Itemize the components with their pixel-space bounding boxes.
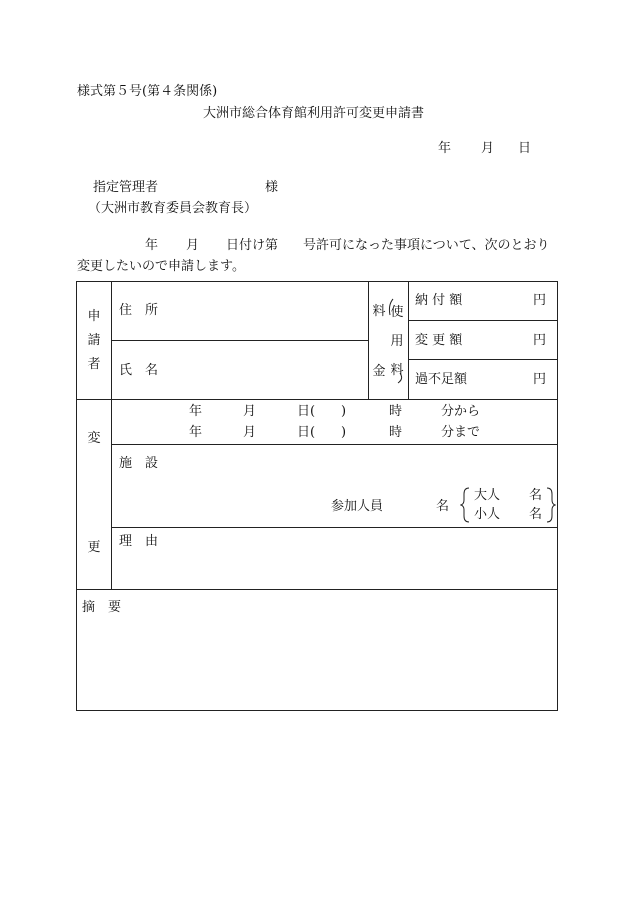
usage-parentheses <box>384 297 408 385</box>
fee-label-bottom: 金 <box>372 364 386 379</box>
usage-label-2: 用 <box>390 334 404 349</box>
label-column-divider <box>111 281 112 589</box>
address-label: 住 所 <box>119 303 159 318</box>
form-number: 様式第５号(第４条関係) <box>77 84 218 99</box>
applicant-label-2: 請 <box>87 333 101 348</box>
facility-reason-divider <box>111 527 558 528</box>
fee-label-top: 料 <box>372 304 386 319</box>
body-dated: 日付け第 <box>226 238 279 253</box>
usage-label-1: 使 <box>390 305 404 320</box>
fee-paid-unit: 円 <box>533 293 547 308</box>
fee-paid-label: 納 付 額 <box>415 293 463 308</box>
usage-paren-close <box>398 373 402 383</box>
fee-diff-label: 過不足額 <box>415 372 468 387</box>
addressee-board: （大洲市教育委員会教育長） <box>88 201 258 216</box>
facility-label: 施 設 <box>119 456 159 471</box>
period-to-hour: 時 <box>389 425 403 440</box>
period-from-hour: 時 <box>389 404 403 419</box>
period-from-close: ) <box>341 404 347 419</box>
fee-row-divider-2 <box>408 359 558 360</box>
date-year-label: 年 <box>438 141 452 156</box>
period-from-day: 日( <box>297 404 316 419</box>
change-label-bottom: 更 <box>87 540 101 555</box>
name-label: 氏 名 <box>119 363 159 378</box>
section-divider-change <box>76 589 558 590</box>
adults-unit: 名 <box>529 488 543 503</box>
adults-label: 大人 <box>474 488 501 503</box>
participants-label: 参加人員 <box>331 499 384 514</box>
fee-change-label: 変 更 額 <box>415 333 463 348</box>
fee-diff-unit: 円 <box>533 372 547 387</box>
period-to-day: 日( <box>297 425 316 440</box>
participants-unit: 名 <box>436 499 450 514</box>
body-year: 年 <box>145 238 159 253</box>
body-line2: 変更したいので申請します。 <box>77 259 245 274</box>
date-day-label: 日 <box>518 141 532 156</box>
body-month: 月 <box>186 238 200 253</box>
bracket-close <box>547 488 555 522</box>
remarks-label: 摘 要 <box>82 600 122 615</box>
address-name-divider <box>111 340 368 341</box>
period-facility-divider <box>111 444 558 445</box>
change-label-top: 変 <box>87 431 101 446</box>
section-divider-applicant <box>76 399 558 400</box>
children-label: 小人 <box>474 507 501 522</box>
period-from-month: 月 <box>243 404 257 419</box>
period-to-close: ) <box>341 425 347 440</box>
period-to-year: 年 <box>189 425 203 440</box>
usage-paren-open <box>389 299 393 315</box>
fee-row-divider-1 <box>408 320 558 321</box>
applicant-label-1: 申 <box>87 309 101 324</box>
fee-change-unit: 円 <box>533 333 547 348</box>
addressee-honorific: 様 <box>265 180 279 195</box>
period-to-minute: 分まで <box>441 425 481 440</box>
date-month-label: 月 <box>481 141 495 156</box>
period-from-year: 年 <box>189 404 203 419</box>
applicant-label-3: 者 <box>87 357 101 372</box>
children-unit: 名 <box>529 507 543 522</box>
period-from-minute: 分から <box>441 404 481 419</box>
period-to-month: 月 <box>243 425 257 440</box>
body-line1-rest: 号許可になった事項について、次のとおり <box>303 238 550 253</box>
usage-label-3: 料 <box>390 363 404 378</box>
form-title: 大洲市総合体育館利用許可変更申請書 <box>203 106 425 121</box>
reason-label: 理 由 <box>119 534 159 549</box>
bracket-open <box>461 488 469 522</box>
fee-inner-divider <box>408 281 409 399</box>
addressee-manager: 指定管理者 <box>93 180 159 195</box>
fee-column-divider <box>368 281 369 399</box>
